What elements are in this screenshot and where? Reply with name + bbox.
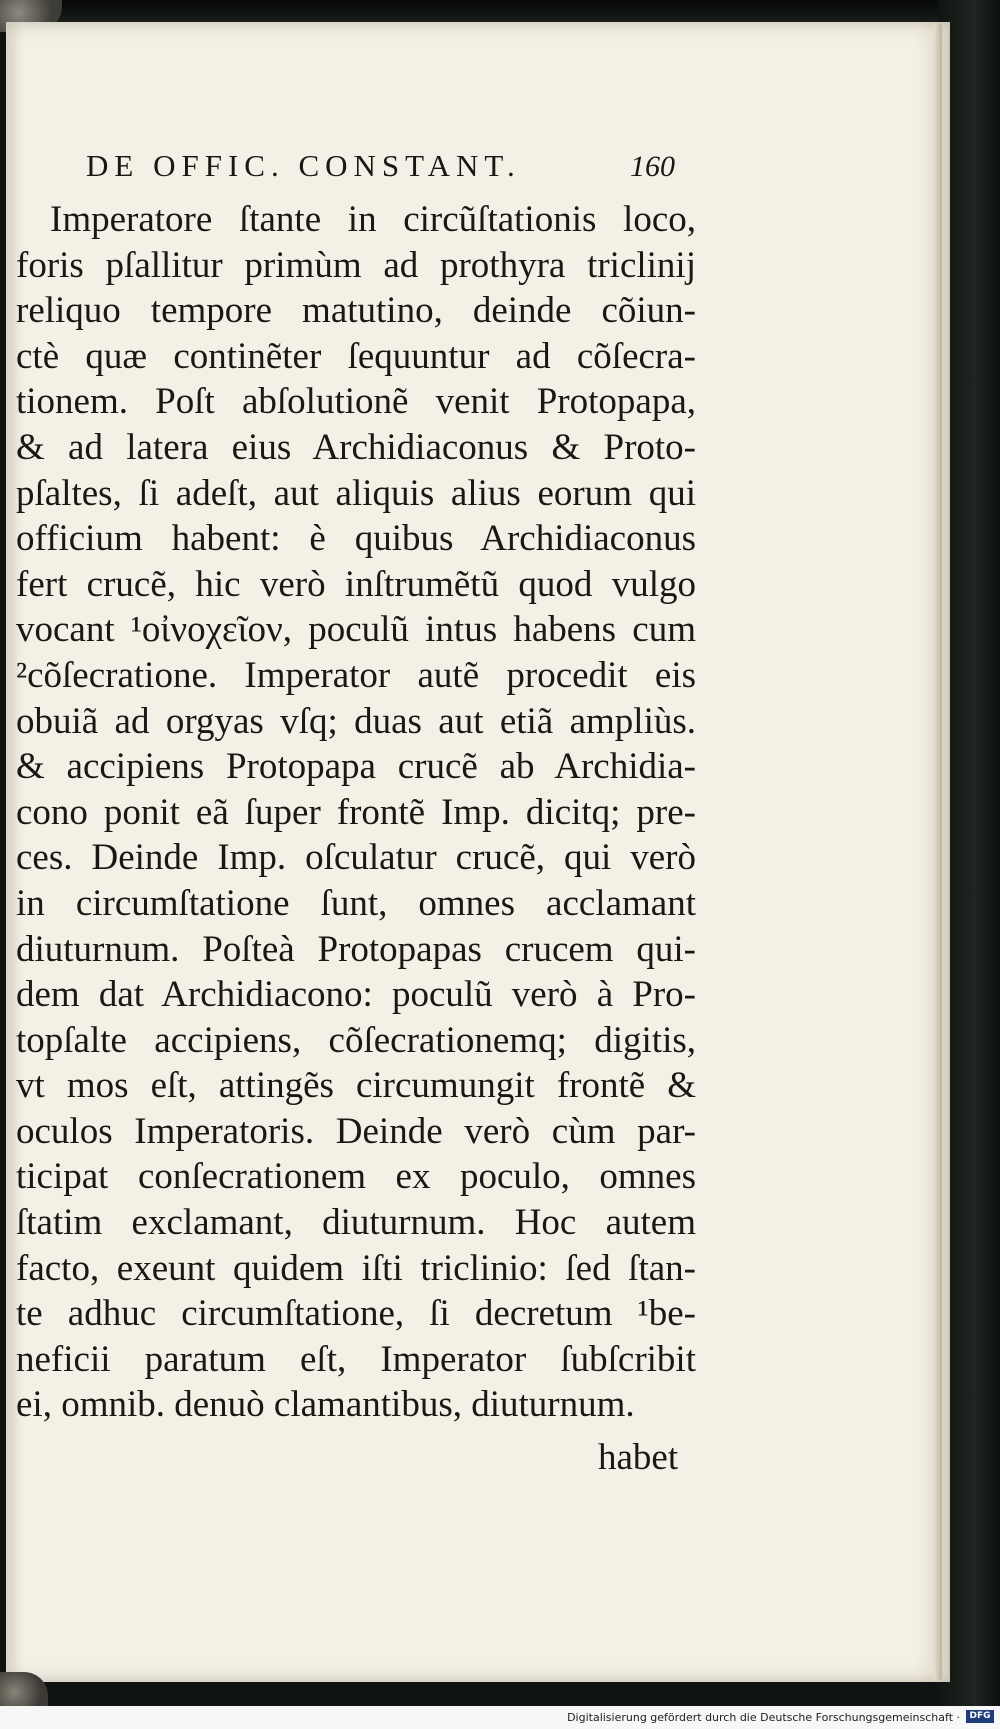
text-line: topſalte accipiens, cõſecrationemq; digitis, [16,1019,696,1061]
text-line: in circumſtatione ſunt, omnes acclamant [16,882,696,924]
text-line: ſtatim exclamant, diuturnum. Hoc autem [16,1202,696,1244]
digitization-credit: Digitalisierung gefördert durch die Deutsche Forschungsgemeinschaft · [567,1711,960,1724]
text-line: facto, exeunt quidem iſti triclinio: ſed ſtan- [16,1247,696,1289]
text-line: te adhuc circumſtatione, ſi decretum ¹be- [16,1293,696,1335]
text-line: foris pſallitur primùm ad prothyra triclinij [16,244,696,286]
text-line: diuturnum. Poſteà Protopapas crucem qui- [16,928,696,970]
catchword: habet [598,1437,679,1478]
dfg-logo-icon: DFG [966,1710,994,1723]
running-head: DE OFFIC. CONSTANT. [86,148,521,183]
text-line: oculos Imperatoris. Deinde verò cùm par- [16,1110,696,1152]
text-line: Imperatore ſtante in circũſtationis loco, [50,199,696,240]
page-number: 160 [630,150,675,183]
text-line: cono ponit eã ſuper frontẽ Imp. dicitq; pre- [16,791,696,833]
text-block [16,197,696,1428]
text-line: & ad latera eius Archidiaconus & Proto- [16,426,696,468]
text-line: pſaltes, ſi adeſt, aut aliquis alius eorum qui [16,472,696,514]
text-line: officium habent: è quibus Archidiaconus [16,518,696,560]
text-line: vocant ¹οἰνοχεῖον, poculũ intus habens cum [16,609,696,651]
text-line: reliquo tempore matutino, deinde cõiun- [16,290,696,332]
text-line: ticipat conſecrationem ex poculo, omnes [16,1156,696,1198]
text-line: ²cõſecratione. Imperator autẽ procedit eis [16,654,696,696]
text-line: obuiã ad orgyas vſq; duas aut etiã ampliùs. [16,700,696,742]
text-line: & accipiens Protopapa crucẽ ab Archidia- [16,746,696,788]
text-line: vt mos eſt, attingẽs circumungit frontẽ & [16,1065,696,1107]
text-line: fert crucẽ, hic verò inſtrumẽtũ quod vulgo [16,563,696,605]
text-line: neficii paratum eſt, Imperator ſubſcribit [16,1338,696,1380]
text-line: ei, omnib. denuò clamantibus, diuturnum. [16,1384,635,1426]
text-line: tionem. Poſt abſolutionẽ venit Protopapa, [16,381,696,423]
page-edge [934,24,942,1680]
text-line: ctè quæ continẽter ſequuntur ad cõſecra- [16,335,696,377]
text-line: dem dat Archidiacono: poculũ verò à Pro- [16,974,696,1016]
text-line: ces. Deinde Imp. oſculatur crucẽ, qui verò [16,837,696,879]
book-edge-top [0,0,1000,24]
